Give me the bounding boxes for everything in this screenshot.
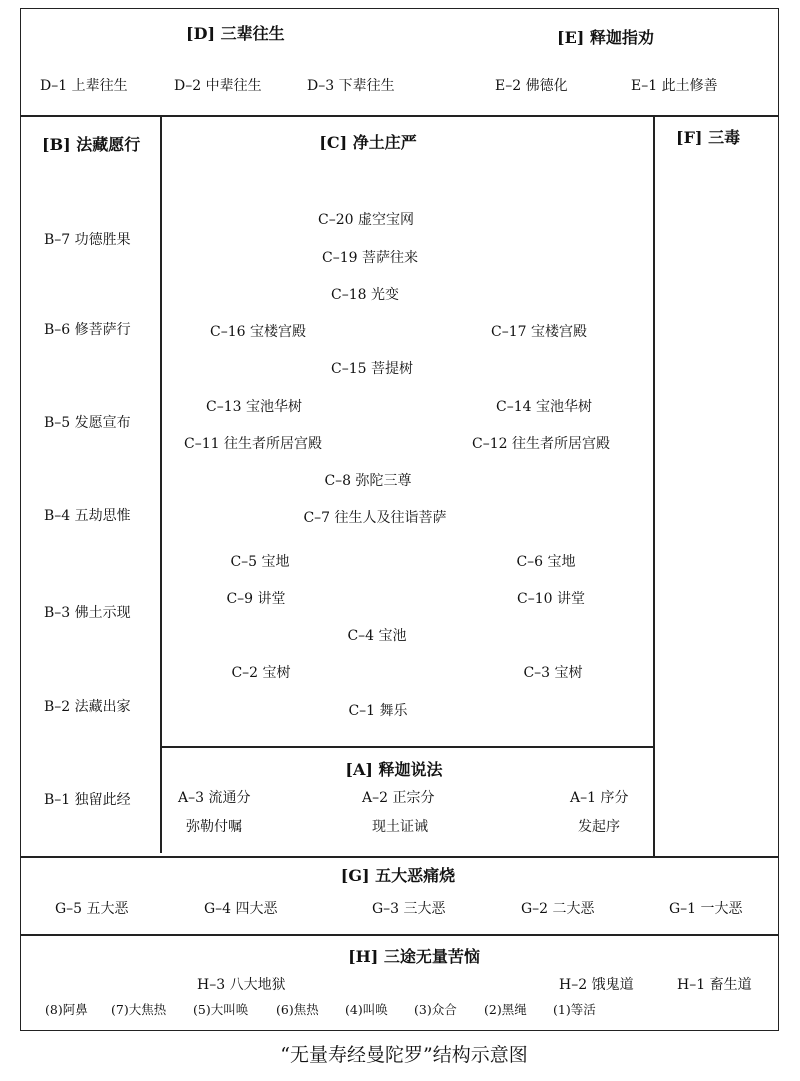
section-c-item: C–3 宝树	[523, 665, 583, 681]
section-d-item: D–3 下辈往生	[307, 78, 395, 94]
diagram-caption: “无量寿经曼陀罗”结构示意图	[280, 1044, 528, 1066]
section-e-item: E–1 此土修善	[631, 78, 718, 94]
section-h-item: H–2 饿鬼道	[559, 977, 634, 993]
section-e-title: [E] 释迦指劝	[557, 28, 654, 47]
section-g-title: [G] 五大恶痛烧	[340, 866, 456, 885]
section-c-item: C–12 往生者所居宫殿	[472, 436, 610, 452]
section-d-item: D–1 上辈往生	[40, 78, 128, 94]
section-c-item: C–18 光变	[331, 287, 399, 303]
section-a-title: [A] 释迦说法	[345, 760, 443, 779]
section-c-item: C–7 往生人及往诣菩萨	[303, 510, 447, 526]
hell-item: (3)众合	[414, 1002, 457, 1017]
section-c-item: C–17 宝楼宫殿	[491, 324, 587, 340]
section-g-item: G–2 二大恶	[521, 901, 595, 917]
section-c-item: C–13 宝池华树	[206, 399, 302, 415]
section-b-item: B–4 五劫思惟	[44, 508, 131, 524]
section-b-item: B–1 独留此经	[44, 792, 131, 808]
section-c-item: C–20 虚空宝网	[318, 212, 414, 228]
section-c-item: C–14 宝池华树	[496, 399, 592, 415]
section-a-item: A–2 正宗分	[362, 790, 435, 806]
hell-item: (4)叫唤	[345, 1002, 388, 1017]
section-c-item: C–5 宝地	[230, 554, 290, 570]
section-a-item: A–3 流通分	[178, 790, 251, 806]
section-g-item: G–3 三大恶	[372, 901, 446, 917]
section-b-item: B–6 修菩萨行	[44, 322, 131, 338]
divider-h	[20, 934, 779, 936]
section-g-item: G–5 五大恶	[55, 901, 129, 917]
divider-g	[20, 856, 779, 858]
hell-item: (7)大焦热	[111, 1002, 167, 1017]
section-h-item: H–3 八大地狱	[197, 977, 286, 993]
section-b-item: B–5 发愿宣布	[44, 415, 131, 431]
hell-item: (6)焦热	[276, 1002, 319, 1017]
divider-c-a	[160, 746, 654, 748]
section-c-item: C–19 菩萨往来	[322, 250, 418, 266]
section-c-item: C–9 讲堂	[226, 591, 286, 607]
hell-item: (8)阿鼻	[45, 1002, 88, 1017]
section-c-item: C–1 舞乐	[348, 703, 408, 719]
section-c-title: [C] 净土庄严	[319, 133, 417, 152]
section-g-item: G–4 四大恶	[204, 901, 278, 917]
section-d-title: [D] 三辈往生	[186, 24, 285, 43]
section-a-item-sub: 发起序	[578, 819, 620, 835]
hell-item: (2)黑绳	[484, 1002, 527, 1017]
section-c-item: C–4 宝池	[347, 628, 407, 644]
section-c-item: C–11 往生者所居宫殿	[184, 436, 322, 452]
section-d-item: D–2 中辈往生	[174, 78, 262, 94]
section-c-item: C–16 宝楼宫殿	[210, 324, 306, 340]
divider-c-f	[653, 115, 655, 856]
section-h-title: [H] 三途无量苦恼	[348, 947, 480, 966]
hell-item: (1)等活	[553, 1002, 596, 1017]
hell-item: (5)大叫唤	[193, 1002, 249, 1017]
section-h-item: H–1 畜生道	[677, 977, 752, 993]
section-c-item: C–15 菩提树	[331, 361, 413, 377]
section-c-item: C–6 宝地	[516, 554, 576, 570]
section-b-item: B–3 佛土示现	[44, 605, 131, 621]
section-c-item: C–8 弥陀三尊	[324, 473, 412, 489]
section-c-item: C–2 宝树	[231, 665, 291, 681]
section-b-item: B–2 法藏出家	[44, 699, 131, 715]
section-b-item: B–7 功德胜果	[44, 232, 131, 248]
section-b-title: [B] 法藏愿行	[42, 135, 141, 154]
section-g-item: G–1 一大恶	[669, 901, 743, 917]
section-a-item-sub: 现土证诫	[372, 819, 428, 835]
divider-top	[20, 115, 779, 117]
section-f-title: [F] 三毒	[676, 128, 741, 147]
section-e-item: E–2 佛德化	[495, 78, 568, 94]
divider-b-c	[160, 115, 162, 853]
section-a-item: A–1 序分	[570, 790, 629, 806]
section-a-item-sub: 弥勒付嘱	[186, 819, 242, 835]
section-c-item: C–10 讲堂	[517, 591, 585, 607]
